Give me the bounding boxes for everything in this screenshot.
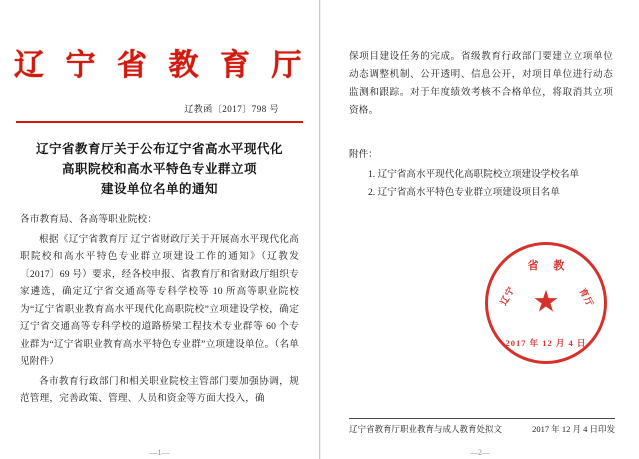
body-paragraph-1: 根据《辽宁省教育厅 辽宁省财政厅关于开展高水平现代化高职院校和高水平特色专业群立项建设工作的通知》（辽教发〔2017〕69 号）要求，经各校申报、省教育厅和省财政厅组织专家遴选，确定辽宁省交通高等专科学校等 10 所高等职业院校为“辽宁省职业教育高水平现代化高职院校”立项建设学校，确定辽宁省交通高等专科学校的道路桥梁工程技术专业群等 60 个专业群为“辽宁省职业教育高水平特色专业群”立项建设单位。（名单见附件） [20,233,299,367]
attachment-list [349,166,613,202]
page-title-line-3: 建设单位名单的通知 [100,182,218,196]
seal-circle [485,242,607,364]
seal-date-text: 2017 年 12 月 4 日 [505,338,587,348]
body-paragraph-3: 保项目建设任务的完成。省级教育行政部门要建立立项单位动态调整机制、公开透明、信息公开，对项目单位进行动态监测和跟踪。对于年度绩效考核不合格单位，将取消其立项资格。 [349,51,613,116]
star-icon: ★ [532,285,560,319]
document-number: 辽教函〔2017〕798 号 [184,104,279,114]
page-left-content [14,10,309,451]
red-divider-rule [16,121,303,123]
official-seal [485,242,605,362]
footer-issuer: 辽宁省教育厅职业教育与成人教育处拟文 [349,424,503,434]
page-title-line-2: 高职院校和高水平特色专业群立项 [61,162,257,176]
page-title-line-1: 辽宁省教育厅关于公布辽宁省高水平现代化 [35,142,283,156]
attachment-item: 1. 辽宁省高水平现代化高职院校立项建设学校名单 [368,169,580,180]
body-paragraph-2: 各市教育行政部门和相关职业院校主管部门要加强协调，规范管理，完善政策、管理、人员和资金等方面大投入，确 [20,375,299,404]
page-marker-right: —2— [470,448,490,457]
document-page-right [321,0,639,459]
salutation: 各市教育局、各高等职业院校： [20,214,158,225]
attachment-label: 附件： [349,149,378,160]
document-body-left [20,211,299,408]
footer-date: 2017 年 12 月 4 日印发 [532,424,615,434]
seal-arc-right-text: 育厅 [577,286,596,309]
page-right-content [337,10,625,451]
page-marker-left: —1— [149,448,170,457]
seal-arc-left-text: 辽宁 [498,284,517,307]
seal-top-text: 省 教 [527,260,571,272]
page-footer [349,418,615,435]
page-title [32,139,287,199]
letterhead-masthead: 辽 宁 省 教 育 厅 [14,49,309,82]
attachment-item: 2. 辽宁省高水平特色专业群立项建设项目名单 [368,187,560,198]
